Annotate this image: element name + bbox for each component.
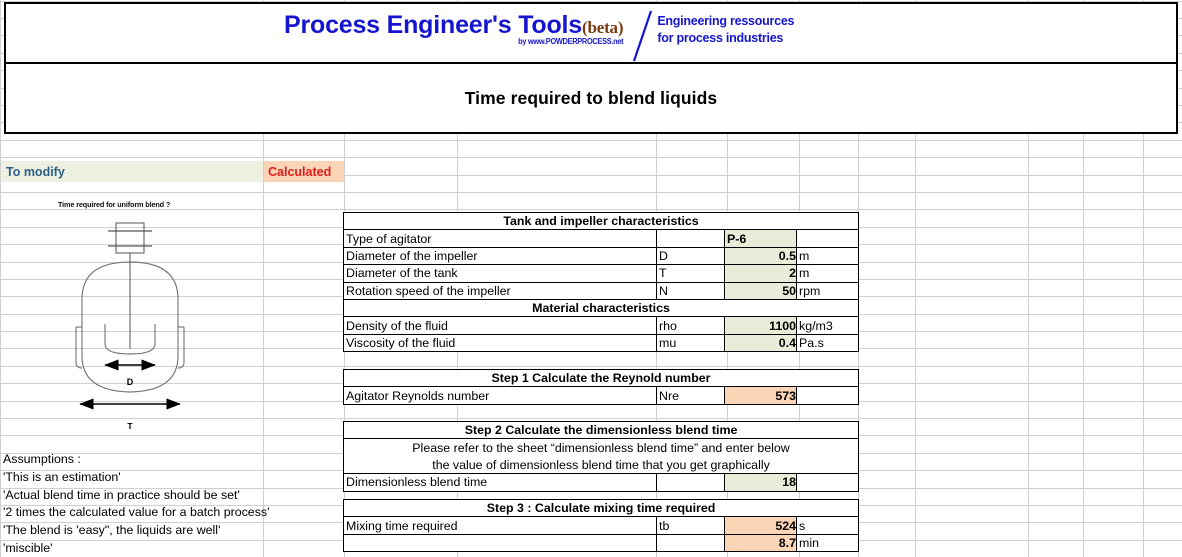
row-label-viscosity: Viscosity of the fluid <box>344 334 657 351</box>
row-label-dimensionless-blend-time: Dimensionless blend time <box>344 474 657 491</box>
stirred-tank-diagram <box>38 196 288 436</box>
row-unit-mixing-time-seconds: s <box>797 517 859 534</box>
legend-calculated <box>264 161 344 182</box>
table-row <box>344 517 859 534</box>
step2-note-line2: the value of dimensionless blend time that you get graphically <box>344 456 859 473</box>
tank-section-title: Tank and impeller characteristics <box>344 213 859 230</box>
tank-diameter-label: T <box>127 421 133 431</box>
row-symbol-density: rho <box>657 317 725 334</box>
row-label-reynolds: Agitator Reynolds number <box>344 387 657 404</box>
row-symbol-impeller-diameter: D <box>657 247 725 264</box>
row-label-density: Density of the fluid <box>344 317 657 334</box>
brand-title-line <box>284 12 623 38</box>
brand-left <box>284 12 623 46</box>
row-symbol-mixing-time-min <box>657 534 725 551</box>
assumption-line-3: '2 times the calculated value for a batch process' <box>3 505 270 519</box>
row-label-type-of-agitator: Type of agitator <box>344 230 657 247</box>
row-unit-density: kg/m3 <box>797 317 859 334</box>
assumptions-heading: Assumptions : <box>3 452 81 466</box>
brand-divider-slash <box>623 12 657 46</box>
step2-note-line1: Please refer to the sheet “dimensionless blend time” and enter below <box>344 439 859 456</box>
assumption-line-4: 'The blend is 'easy", the liquids are well' <box>3 523 221 537</box>
table-section-header-row <box>344 500 859 517</box>
table-row <box>344 265 859 282</box>
brand-title: Process Engineer's Tools <box>284 11 583 39</box>
table-section-header-row <box>344 299 859 316</box>
table-row <box>344 387 859 404</box>
table-section-header-row <box>344 213 859 230</box>
row-unit-mixing-time-minutes: min <box>797 534 859 551</box>
row-unit-impeller-diameter: m <box>797 247 859 264</box>
legend-to-modify-label: To modify <box>6 164 65 179</box>
impeller-diameter-label: D <box>126 377 134 387</box>
table-section-header-row <box>344 422 859 439</box>
brand-tagline <box>657 12 794 46</box>
assumption-line-1: 'This is an estimation' <box>3 470 121 484</box>
input-dimensionless-blend-time[interactable]: 18 <box>725 474 797 491</box>
output-mixing-time-minutes: 8.7 <box>725 534 797 551</box>
row-symbol-tank-diameter: T <box>657 265 725 282</box>
assumption-line-2: 'Actual blend time in practice should be set' <box>3 488 240 502</box>
legend-calculated-label: Calculated <box>268 164 332 179</box>
step3-section-title: Step 3 : Calculate mixing time required <box>344 500 859 517</box>
table-row <box>344 282 859 299</box>
input-rotation-speed[interactable]: 50 <box>725 282 797 299</box>
row-label-impeller-diameter: Diameter of the impeller <box>344 247 657 264</box>
step2-section-title: Step 2 Calculate the dimensionless blend time <box>344 422 859 439</box>
diagram-caption: Time required for uniform blend ? <box>58 200 171 209</box>
step1-section-title: Step 1 Calculate the Reynold number <box>344 370 859 387</box>
table-row <box>344 474 859 491</box>
brand-tagline-line1: Engineering ressources <box>657 14 795 28</box>
row-unit-viscosity: Pa.s <box>797 334 859 351</box>
table-row <box>344 334 859 351</box>
table-note-row <box>344 439 859 456</box>
slash-icon <box>631 10 657 62</box>
step1-table <box>343 369 859 405</box>
table-row <box>344 534 859 551</box>
table-row <box>344 230 859 247</box>
tank-right-lug-icon <box>178 327 184 368</box>
brand-lockup <box>284 12 794 46</box>
input-viscosity[interactable]: 0.4 <box>725 334 797 351</box>
row-unit-tank-diameter: m <box>797 265 859 282</box>
row-unit-type-of-agitator <box>797 230 859 247</box>
row-unit-dimensionless-blend-time <box>797 474 859 491</box>
brand-banner <box>4 2 1178 64</box>
grid-row-line <box>0 192 1182 193</box>
row-symbol-mixing-time: tb <box>657 517 725 534</box>
table-note-row <box>344 456 859 473</box>
table-section-header-row <box>344 370 859 387</box>
row-symbol-type-of-agitator <box>657 230 725 247</box>
input-tank-diameter[interactable]: 2 <box>725 265 797 282</box>
legend-to-modify <box>1 161 263 182</box>
row-unit-reynolds <box>797 387 859 404</box>
brand-beta-tag: (beta) <box>582 18 624 37</box>
grid-row-line <box>0 157 1182 158</box>
input-type-of-agitator[interactable]: P-6 <box>725 230 797 247</box>
output-mixing-time-seconds: 524 <box>725 517 797 534</box>
brand-subtitle: by www.POWDERPROCESS.net <box>518 37 624 47</box>
page-title-band <box>4 64 1178 134</box>
row-unit-rotation-speed: rpm <box>797 282 859 299</box>
row-symbol-rotation-speed: N <box>657 282 725 299</box>
row-label-rotation-speed: Rotation speed of the impeller <box>344 282 657 299</box>
row-symbol-dimensionless-blend-time <box>657 474 725 491</box>
input-impeller-diameter[interactable]: 0.5 <box>725 247 797 264</box>
assumption-line-5: 'miscible' <box>3 541 53 555</box>
step2-table <box>343 421 859 492</box>
motor-body-icon <box>116 223 144 253</box>
row-label-mixing-time-min <box>344 534 657 551</box>
brand-tagline-line2: for process industries <box>657 30 784 45</box>
table-row <box>344 247 859 264</box>
tank-characteristics-table <box>343 212 859 352</box>
output-reynolds-number: 573 <box>725 387 797 404</box>
row-symbol-viscosity: mu <box>657 334 725 351</box>
input-density[interactable]: 1100 <box>725 317 797 334</box>
page-title: Time required to blend liquids <box>464 87 718 108</box>
grid-row-line <box>0 140 1182 141</box>
material-section-title: Material characteristics <box>344 299 859 316</box>
row-label-tank-diameter: Diameter of the tank <box>344 265 657 282</box>
tank-left-lug-icon <box>76 327 82 368</box>
row-symbol-reynolds: Nre <box>657 387 725 404</box>
table-row <box>344 317 859 334</box>
step3-table <box>343 499 859 552</box>
row-label-mixing-time: Mixing time required <box>344 517 657 534</box>
